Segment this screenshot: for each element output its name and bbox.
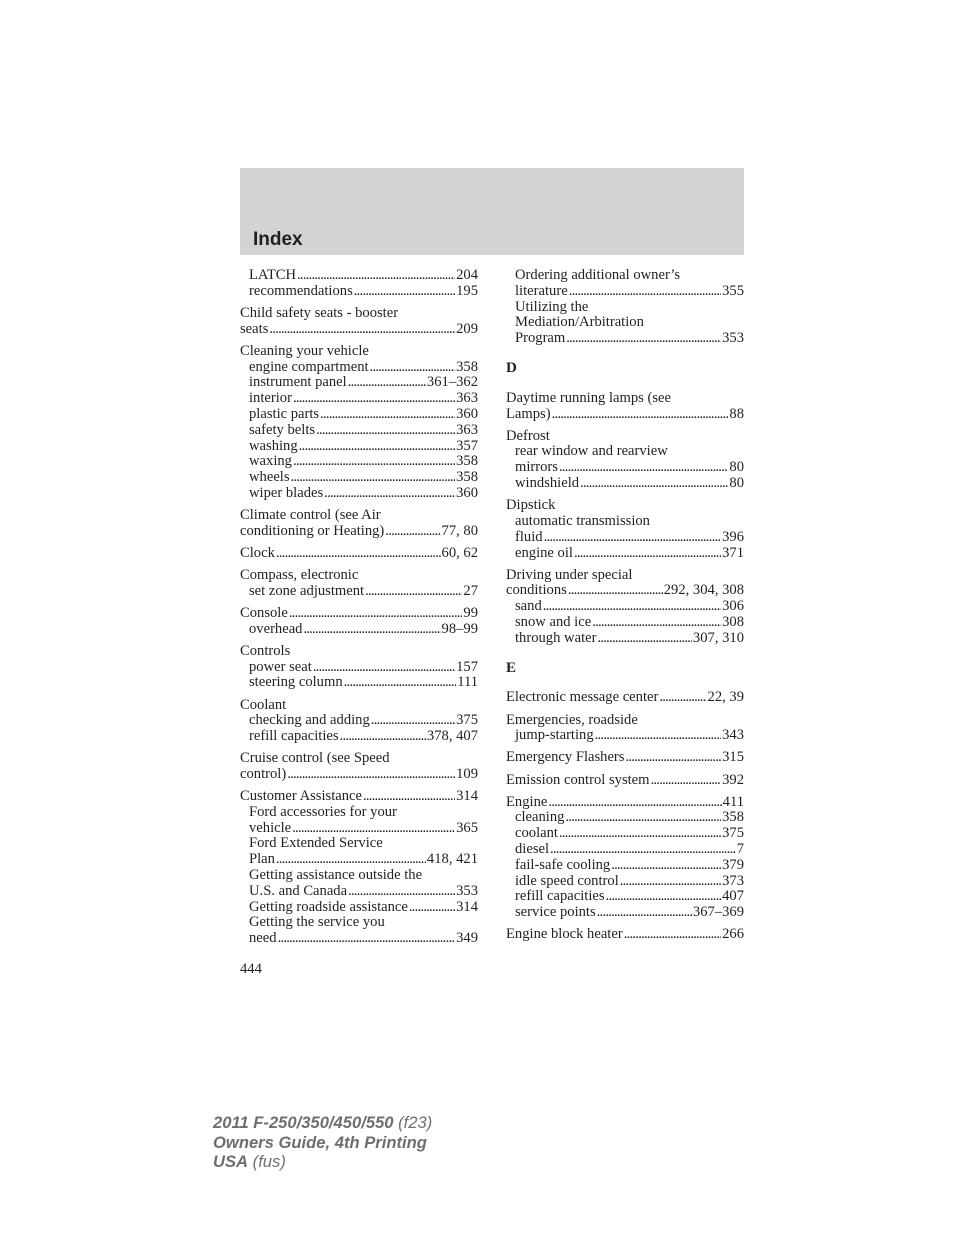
entry-text: checking and adding [249,712,370,729]
index-entry [506,713,744,745]
index-entry [240,789,478,947]
index-term [506,773,744,789]
entry-text: Clock [240,544,275,561]
index-subentry [240,915,478,931]
page-reference: 99 [463,604,478,621]
index-subentry [240,660,478,676]
entry-text: conditions [506,582,567,599]
index-subentry [506,631,744,647]
index-term [506,407,744,423]
entry-text: waxing [249,453,292,470]
index-column-right [506,268,744,949]
page-reference: 306 [722,598,744,615]
page-reference: 22, 39 [707,689,744,706]
page-reference: 88 [729,405,744,422]
entry-text: through water [515,629,597,646]
entry-text: Cruise control (see Speed [240,750,390,767]
index-term [240,508,478,524]
dot-leader [597,631,691,647]
index-subentry [506,530,744,546]
index-entry [506,429,744,492]
index-term [240,546,478,562]
index-column-left [240,268,478,953]
entry-text: Emission control system [506,771,650,788]
index-subentry [506,599,744,615]
index-subentry [240,360,478,376]
dot-leader [316,423,455,439]
index-entry [240,568,478,600]
dot-leader [566,331,721,347]
page-reference: 349 [456,930,478,947]
page-reference: 315 [722,749,744,766]
index-subentry [506,842,744,858]
entry-text: overhead [249,620,303,637]
index-term [506,391,744,407]
index-subentry [506,615,744,631]
page-reference: 266 [722,926,744,943]
page-reference: 77, 80 [441,522,478,539]
index-subentry [506,858,744,874]
index-term [506,750,744,766]
index-entry [240,306,478,338]
index-term [240,767,478,783]
index-subentry [506,476,744,492]
dot-leader [565,810,721,826]
index-subentry [240,852,478,868]
index-entry [506,568,744,647]
index-entry [506,498,744,561]
page-reference: 80 [729,459,744,476]
entry-text: sand [515,598,542,615]
page-reference: 365 [456,819,478,836]
index-term [506,690,744,706]
dot-leader [548,795,721,811]
index-subentry [240,729,478,745]
page-reference: 80 [729,475,744,492]
entry-text: Mediation/Arbitration [515,314,644,331]
entry-text: Getting the service you [249,914,385,931]
index-subentry [506,331,744,347]
page-reference: 411 [722,793,744,810]
entry-text: jump-starting [515,727,594,744]
dot-leader [409,900,455,916]
index-term [240,644,478,660]
entry-text: Dipstick [506,497,556,514]
page-reference: 195 [456,282,478,299]
dot-leader [606,889,722,905]
dot-leader [365,584,462,600]
entry-text: Plan [249,851,275,868]
index-entry [240,606,478,638]
dot-leader [276,852,426,868]
dot-leader [625,750,721,766]
page-reference: 360 [456,405,478,422]
dot-leader [620,874,721,890]
dot-leader [568,583,663,599]
footer-edition: Owners Guide, 4th Printing [213,1132,427,1152]
entry-text: Getting roadside assistance [249,898,408,915]
page-reference: 363 [456,390,478,407]
index-subentry [240,622,478,638]
index-term [506,713,744,729]
dot-leader [543,599,721,615]
entry-text: steering column [249,674,343,691]
footer-model: 2011 F-250/350/450/550 [213,1113,394,1132]
dot-leader [340,729,426,745]
entry-text: Driving under special [506,566,633,583]
dot-leader [324,486,455,502]
dot-leader [292,821,455,837]
index-subentry [240,675,478,691]
index-subentry [506,874,744,890]
page-reference: 360 [456,484,478,501]
entry-text: coolant [515,825,558,842]
entry-text: conditioning or Heating) [240,522,385,539]
entry-text: set zone adjustment [249,582,365,599]
index-subentry [506,460,744,476]
dot-leader [595,728,721,744]
footer-model-code: (f23) [398,1113,433,1132]
page-reference: 379 [722,856,744,873]
index-subentry [240,821,478,837]
entry-text: Defrost [506,427,550,444]
entry-text: Emergency Flashers [506,749,625,766]
index-entry [506,773,744,789]
dot-leader [544,530,722,546]
page-number: 444 [240,961,262,977]
index-entry [506,750,744,766]
page-reference: 373 [722,872,744,889]
index-entry [506,927,744,943]
index-subentry [506,826,744,842]
entry-text: Ford accessories for your [249,803,397,820]
entry-text: literature [515,282,568,299]
page-reference: 371 [722,544,744,561]
page-reference: 292, 304, 308 [663,582,744,599]
entry-text: power seat [249,658,312,675]
index-subentry [506,444,744,460]
entry-text: Getting assistance outside the [249,867,423,884]
page-reference: 361–362 [426,374,478,391]
entry-text: wiper blades [249,484,324,501]
index-subentry [240,423,478,439]
index-term [240,606,478,622]
index-subentry [506,514,744,530]
page-reference: 209 [456,320,478,337]
entry-text: U.S. and Canada [249,882,348,899]
index-term [240,306,478,322]
index-subentry [240,454,478,470]
index-term [506,498,744,514]
index-subentry [240,836,478,852]
page-reference: 375 [456,712,478,729]
dot-leader [303,622,440,638]
index-entry [240,508,478,540]
index-term [506,795,744,811]
index-term [240,751,478,767]
page-reference: 407 [722,888,744,905]
entry-text: refill capacities [515,888,605,905]
entry-text: Controls [240,642,291,659]
page-reference: 343 [722,727,744,744]
entry-text: need [249,930,277,947]
entry-text: snow and ice [515,614,592,631]
entry-text: safety belts [249,421,316,438]
entry-text: control) [240,765,287,782]
entry-text: service points [515,904,596,921]
index-term [240,322,478,338]
page-reference: 392 [722,771,744,788]
index-subentry [240,439,478,455]
entry-text: washing [249,437,298,454]
page-reference: 157 [456,658,478,675]
dot-leader [371,713,455,729]
index-subentry [240,805,478,821]
dot-leader [354,284,455,300]
page-reference: 358 [456,453,478,470]
index-subentry [240,884,478,900]
index-subentry [240,900,478,916]
dot-leader [580,476,728,492]
dot-leader [348,884,455,900]
dot-leader [363,789,455,805]
dot-leader [597,905,692,921]
page-title: Index [253,229,303,250]
entry-text: Ford Extended Service [249,835,383,852]
index-term [240,698,478,714]
dot-leader [297,268,455,284]
section-letter: E [506,659,517,676]
dot-leader [299,439,455,455]
index-term [240,789,478,805]
page-reference: 27 [463,582,478,599]
dot-leader [287,767,455,783]
dot-leader [313,660,455,676]
entry-text: instrument panel [249,374,347,391]
index-subentry [240,931,478,947]
entry-text: LATCH [249,267,297,283]
entry-text: Engine block heater [506,926,623,943]
dot-leader [552,407,729,423]
index-entry [506,268,744,347]
entry-text: recommendations [249,282,353,299]
entry-text: Lamps) [506,405,551,422]
dot-leader [344,675,457,691]
page-reference: 358 [722,809,744,826]
entry-text: Program [515,330,566,347]
entry-text: idle speed control [515,872,619,889]
dot-leader [348,375,426,391]
index-subentry [506,728,744,744]
section-letter: D [506,359,517,376]
index-subentry [506,284,744,300]
index-entry [506,690,744,706]
index-subentry [506,315,744,331]
entry-text: Cleaning your vehicle [240,342,369,359]
header-band [240,168,744,255]
entry-text: automatic transmission [515,512,650,529]
entry-text: fail-safe cooling [515,856,611,873]
page-reference: 367–369 [692,904,744,921]
dot-leader [385,524,440,540]
dot-leader [269,322,455,338]
index-subentry [240,584,478,600]
page-reference: 60, 62 [441,544,478,561]
index-entry [240,751,478,783]
index-subentry [240,375,478,391]
page-reference: 375 [722,825,744,842]
page-reference: 358 [456,358,478,375]
page-reference: 355 [722,282,744,299]
index-term [506,429,744,445]
page-reference: 7 [736,840,744,857]
index-subentry [240,713,478,729]
dot-leader [624,927,721,943]
index-subentry [506,905,744,921]
footer-region-code: (fus) [252,1152,286,1171]
index-entry [240,344,478,502]
dot-leader [293,454,455,470]
entry-text: cleaning [515,809,565,826]
index-entry [506,795,744,921]
dot-leader [370,360,456,376]
entry-text: refill capacities [249,728,339,745]
entry-text: vehicle [249,819,292,836]
entry-text: Emergencies, roadside [506,711,638,728]
index-subentry [240,391,478,407]
page-reference: 204 [456,267,478,283]
dot-leader [651,773,722,789]
index-entry [240,644,478,691]
document-footer [213,1113,432,1172]
index-subentry [506,300,744,316]
entry-text: Electronic message center [506,689,659,706]
index-subentry [506,810,744,826]
page-reference: 353 [456,882,478,899]
dot-leader [659,690,706,706]
index-subentry [240,470,478,486]
index-subentry [240,284,478,300]
page-reference: 418, 421 [426,851,478,868]
index-term [240,344,478,360]
index-subentry [240,268,478,284]
dot-leader [278,931,456,947]
dot-leader [559,460,728,476]
dot-leader [320,407,455,423]
page-reference: 308 [722,614,744,631]
dot-leader [559,826,721,842]
entry-text: windshield [515,475,580,492]
entry-text: Engine [506,793,548,810]
index-subentry [506,889,744,905]
entry-text: Climate control (see Air [240,507,381,524]
page-reference: 396 [722,528,744,545]
entry-text: Compass, electronic [240,567,359,584]
page-reference: 378, 407 [426,728,478,745]
index-term [240,524,478,540]
index-term [506,927,744,943]
dot-leader [574,546,721,562]
entry-text: Utilizing the [515,298,589,315]
entry-text: interior [249,390,292,407]
page-reference: 357 [456,437,478,454]
entry-text: engine oil [515,544,573,561]
page-reference: 307, 310 [692,629,744,646]
dot-leader [592,615,721,631]
index-subentry [240,868,478,884]
page-reference: 314 [456,788,478,805]
index-subentry [240,486,478,502]
entry-text: diesel [515,840,550,857]
dot-leader [276,546,441,562]
entry-text: seats [240,320,269,337]
dot-leader [289,606,463,622]
page-reference: 358 [456,469,478,486]
entry-text: plastic parts [249,405,320,422]
entry-text: Child safety seats - booster [240,304,399,321]
footer-region: USA [213,1152,249,1171]
dot-leader [550,842,736,858]
entry-text: Ordering additional owner’s [515,267,681,283]
page-reference: 98–99 [441,620,478,637]
page-reference: 353 [722,330,744,347]
page-reference: 314 [456,898,478,915]
entry-text: Daytime running lamps (see [506,389,671,406]
index-subentry [506,546,744,562]
index-entry [240,546,478,562]
entry-text: fluid [515,528,543,545]
index-term [506,568,744,584]
index-term [506,583,744,599]
entry-text: engine compartment [249,358,369,375]
page-reference: 363 [456,421,478,438]
index-subentry [240,407,478,423]
entry-text: rear window and rearview [515,443,668,460]
index-entry [506,391,744,423]
index-entry [240,698,478,745]
dot-leader [291,470,456,486]
entry-text: Customer Assistance [240,788,363,805]
page-reference: 111 [457,674,478,691]
index-subentry [506,268,744,284]
dot-leader [293,391,455,407]
entry-text: mirrors [515,459,558,476]
index-entry [240,268,478,300]
dot-leader [611,858,721,874]
page-reference: 109 [456,765,478,782]
dot-leader [569,284,721,300]
entry-text: Coolant [240,696,287,713]
entry-text: wheels [249,469,290,486]
entry-text: Console [240,604,288,621]
index-term [240,568,478,584]
